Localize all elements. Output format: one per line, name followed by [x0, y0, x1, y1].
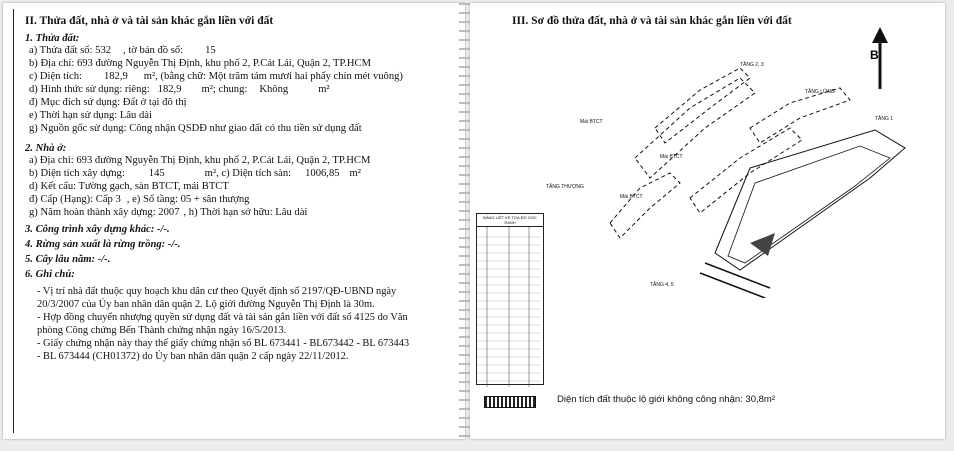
- floor-label: TẦNG 1: [875, 116, 894, 122]
- land-heading: 1. Thửa đất:: [25, 33, 80, 44]
- land-parcel-number: a) Thửa đất số: 532 , tờ bản đồ số: 15: [29, 45, 216, 56]
- road-setback-hatch: [750, 233, 775, 256]
- floor-outline: [635, 78, 755, 178]
- land-area: c) Diện tích: 182,9 m², (bằng chữ: Một trăm tám mươi hai phẩy chín mét vuông): [29, 71, 403, 82]
- coordinate-table: [476, 213, 544, 385]
- house-address: a) Địa chỉ: 693 đường Nguyễn Thị Định, khu phố 2, P.Cát Lái, Quận 2, TP.HCM: [29, 155, 371, 166]
- production-forest: 4. Rừng sản xuất là rừng trồng: -/-.: [25, 239, 181, 250]
- site-plan-diagram: [540, 48, 920, 298]
- note-line: - Vị trí nhà đất thuộc quy hoạch khu dân cư theo Quyết định số 2197/QĐ-UBND ngày: [37, 286, 397, 297]
- certificate-left-page: [3, 3, 465, 439]
- land-purpose: đ) Mục đích sử dụng: Đất ở tại đô thị: [29, 97, 187, 108]
- section-ii-title: II. Thửa đất, nhà ở và tài sản khác gắn liền với đất: [25, 15, 274, 27]
- other-works: 3. Công trình xây dựng khác: -/-.: [25, 224, 170, 235]
- land-address: b) Địa chỉ: 693 đường Nguyễn Thị Định, khu phố 2, P.Cát Lái, Quận 2, TP.HCM: [29, 58, 371, 69]
- notes-heading: 6. Ghi chú:: [25, 269, 75, 280]
- parcel-outline: [715, 130, 905, 270]
- note-line: phòng Công chứng Bến Thành chứng nhận ngày 16/5/2013.: [37, 325, 287, 336]
- note-line: 20/3/2007 của Ủy ban nhân dân quận 2. Lộ giới đường Nguyễn Thị Định là 30m.: [37, 299, 375, 310]
- table-title: BẢNG LIỆT KÊ TỌA ĐỘ GÓC RANH: [477, 214, 543, 227]
- btct-label: Mái BTCT: [660, 154, 683, 160]
- land-origin: g) Nguồn gốc sử dụng: Công nhận QSDĐ như giao đất có thu tiền sử dụng đất: [29, 123, 362, 134]
- table-grid: [477, 227, 541, 387]
- section-iii-title: III. Sơ đồ thửa đất, nhà ở và tài sản khác gắn liền với đất: [512, 15, 792, 27]
- house-grade: đ) Cấp (Hạng): Cấp 3 , e) Số tầng: 05 + sân thượng: [29, 194, 250, 205]
- land-duration: e) Thời hạn sử dụng: Lâu dài: [29, 110, 152, 121]
- note-line: - BL 673444 (CH01372) do Ủy ban nhân dân quận 2 cấp ngày 22/11/2012.: [37, 351, 349, 362]
- floor-label: TẦNG LỬNG: [805, 89, 835, 95]
- btct-label: Mái BTCT: [580, 119, 603, 125]
- perennial-trees: 5. Cây lâu năm: -/-.: [25, 254, 111, 265]
- note-line: - Giấy chứng nhận này thay thế giấy chứng nhận số BL 673441 - BL673442 - BL 673443: [37, 338, 410, 349]
- house-structure: d) Kết cấu: Tường gạch, sàn BTCT, mái BTCT: [29, 181, 229, 192]
- house-completion: g) Năm hoàn thành xây dựng: 2007 , h) Thời hạn sở hữu: Lâu dài: [29, 207, 308, 218]
- house-area: b) Diện tích xây dựng: 145 m², c) Diện tích sàn: 1006,85 m²: [29, 168, 361, 179]
- north-label: B: [870, 48, 879, 62]
- setback-legend-swatch: [484, 396, 536, 408]
- btct-label: Mái BTCT: [620, 194, 643, 200]
- floor-label: TẦNG 4, 5: [650, 282, 674, 288]
- note-line: - Hợp đồng chuyển nhượng quyền sử dụng đất và tài sản gắn liền với đất số 4125 do Văn: [37, 312, 408, 323]
- floor-label: TẦNG THƯỢNG: [546, 184, 584, 190]
- house-heading: 2. Nhà ở:: [25, 143, 67, 154]
- setback-legend-text: Diện tích đất thuộc lộ giới không công nhận: 30,8m²: [557, 394, 776, 405]
- land-usage-form: d) Hình thức sử dụng: riêng: 182,9 m²; chung: Không m²: [29, 84, 330, 95]
- floor-label: TẦNG 2, 3: [740, 62, 764, 68]
- certificate-right-page: [470, 3, 945, 439]
